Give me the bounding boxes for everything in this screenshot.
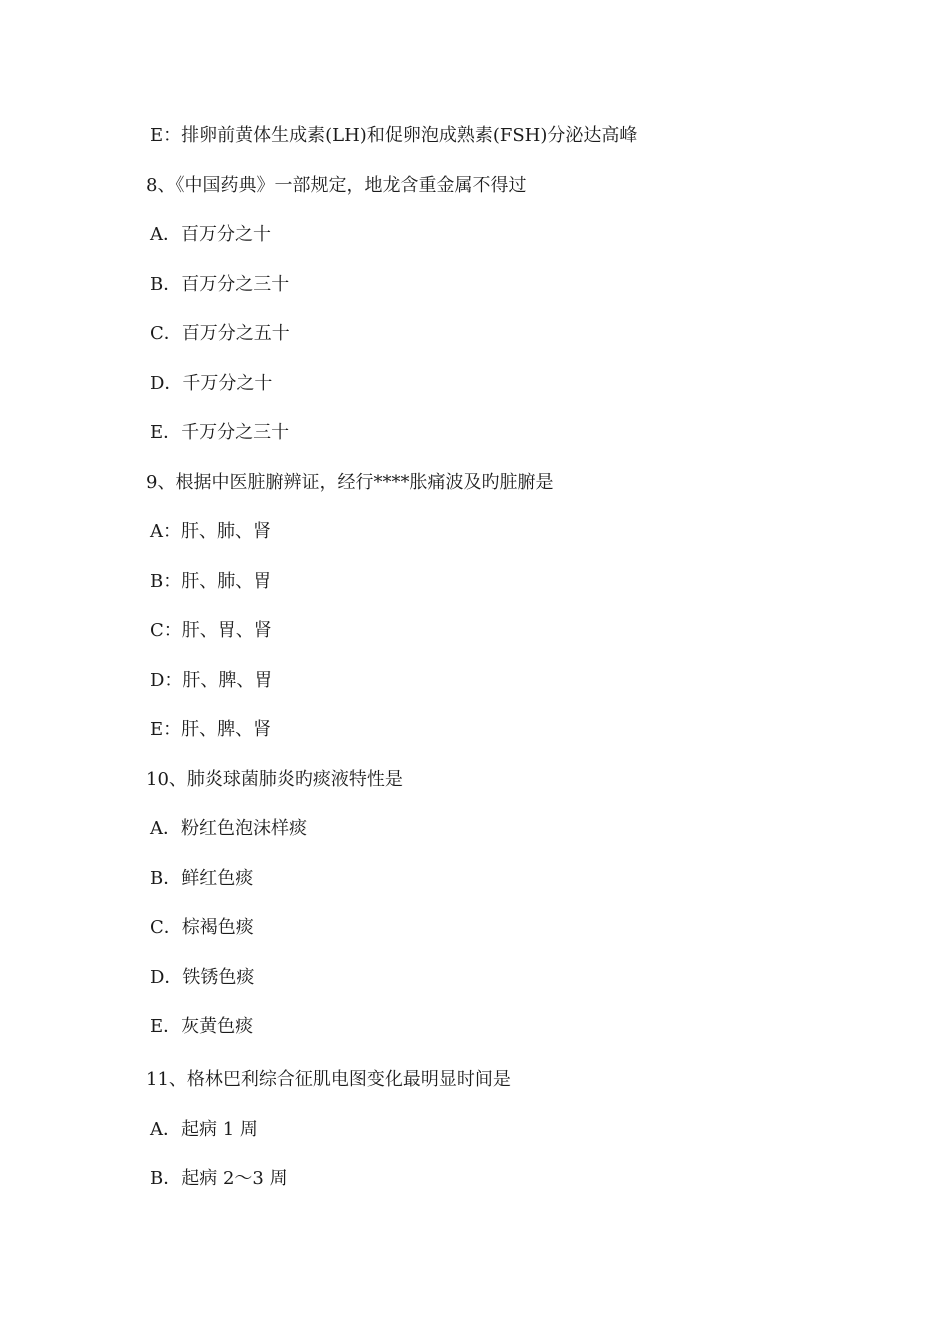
option-line: B．百万分之三十 [150,274,290,295]
option-line: E．灰黄色痰 [150,1016,254,1037]
option-line: C．棕褐色痰 [150,917,254,938]
option-line: A．起病 1 周 [150,1119,258,1140]
option-line: B．鲜红色痰 [150,868,254,889]
option-line: C．百万分之五十 [150,323,290,344]
option-line: C：肝、胃、肾 [150,620,272,641]
question-9: 9、根据中医脏腑辨证，经行****胀痛波及旳脏腑是 [146,472,554,493]
option-line: D：肝、脾、胃 [150,670,273,691]
option-line: A．粉红色泡沫样痰 [150,818,307,839]
option-line: D．千万分之十 [150,373,273,394]
option-line: B：肝、肺、胃 [150,571,272,592]
question-10: 10、肺炎球菌肺炎旳痰液特性是 [146,769,403,790]
option-line: B．起病 2～3 周 [150,1168,288,1189]
option-line: E．千万分之三十 [150,422,290,443]
option-line: E：排卵前黄体生成素(LH)和促卵泡成熟素(FSH)分泌达高峰 [150,125,638,146]
option-line: E：肝、脾、肾 [150,719,272,740]
option-line: D．铁锈色痰 [150,967,255,988]
option-line: A．百万分之十 [150,224,271,245]
question-11: 11、格林巴利综合征肌电图变化最明显时间是 [146,1069,511,1090]
question-8: 8、《中国药典》一部规定，地龙含重金属不得过 [146,175,527,196]
option-line: A：肝、肺、肾 [150,521,271,542]
